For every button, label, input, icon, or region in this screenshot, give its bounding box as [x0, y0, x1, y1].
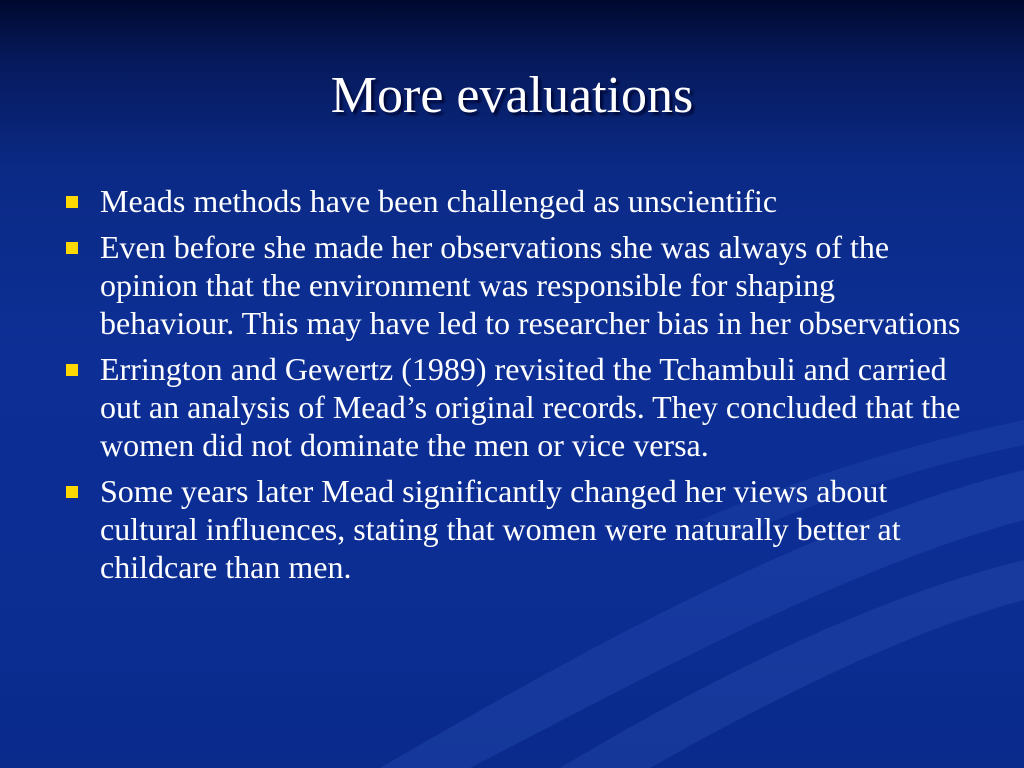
bullet-list [60, 182, 965, 594]
bullet-item [60, 182, 965, 220]
bullet-text: Errington and Gewertz (1989) revisited the Tchambuli and carried out an analysis of Mead’s original records. They concluded that the women did not dominate the men or vice versa. [100, 351, 961, 463]
bullet-item [60, 228, 965, 342]
square-bullet-icon [66, 364, 78, 376]
bullet-item [60, 350, 965, 464]
slide-title: More evaluations [330, 67, 694, 124]
square-bullet-icon [66, 196, 78, 208]
bullet-text: Some years later Mead significantly changed her views about cultural influences, stating that women were naturally better at childcare than men. [100, 473, 901, 585]
square-bullet-icon [66, 242, 78, 254]
bullet-text: Meads methods have been challenged as unscientific [100, 183, 778, 219]
bullet-text: Even before she made her observations she was always of the opinion that the environment was responsible for shaping behaviour. This may have led to researcher bias in her observations [100, 229, 961, 341]
bullet-item [60, 472, 965, 586]
square-bullet-icon [66, 486, 78, 498]
